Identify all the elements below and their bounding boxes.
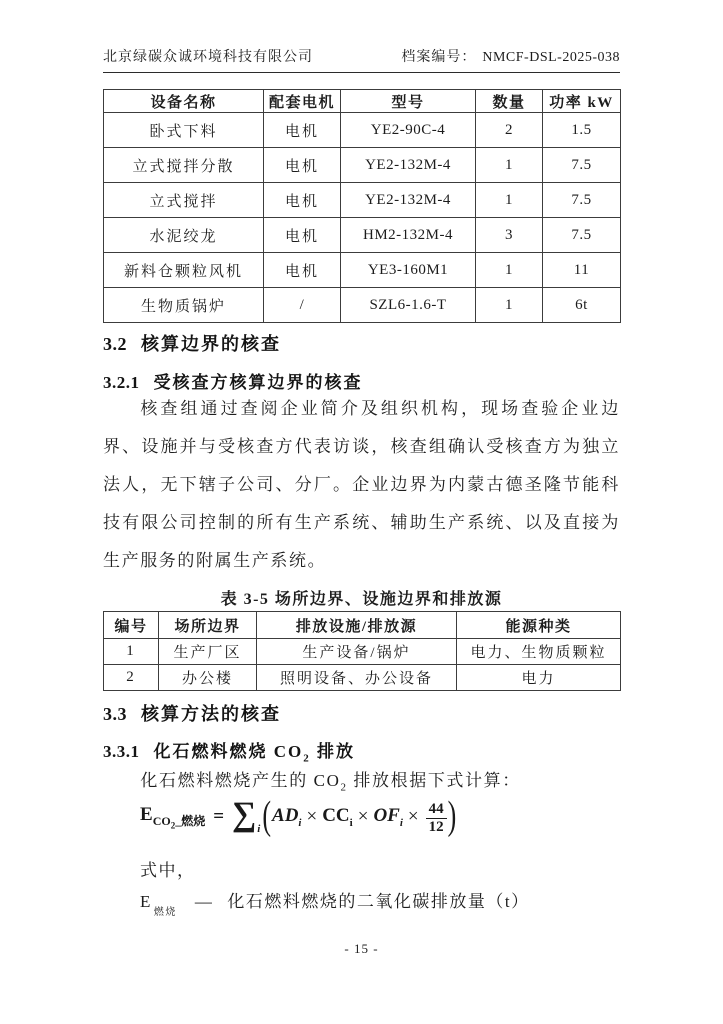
term-carbon-content: $CC_i$ [322,805,353,829]
cell-site-boundary: 生产厂区 [159,639,257,665]
table-row [104,183,621,218]
cell-model: YE2-90C-4 [341,113,476,148]
definition-symbol: $E_{燃烧}$ [140,892,177,919]
table-row [104,639,621,665]
co2-emission-formula [140,792,457,838]
formula-lhs: $E_{CO_2\_燃烧}$ [140,803,206,831]
cell-model: YE2-132M-4 [341,183,476,218]
cell-power: 11 [543,253,621,288]
cell-power: 7.5 [543,148,621,183]
page-number: - 15 - [344,941,379,956]
cell-quantity: 2 [476,113,543,148]
col-header-device-name: 设备名称 [104,90,264,113]
summation-sigma: ∑ [232,796,257,833]
section-title: 核算边界的核查 [141,334,281,354]
cell-device-name: 水泥绞龙 [104,218,264,253]
section-number: 3.2.1 [103,373,140,392]
cell-energy-type: 电力 [457,665,621,691]
equipment-table-header-row [104,90,621,113]
header-file-number [401,49,620,66]
col-header-emission-facility: 排放设施/排放源 [257,612,457,639]
symbol-definition-line [140,887,530,919]
cell-motor: 电机 [264,183,341,218]
boundary-table [103,611,621,691]
cell-site-boundary: 办公楼 [159,665,257,691]
cell-quantity: 1 [476,183,543,218]
cell-quantity: 1 [476,288,543,323]
term-oxidation-factor: $OF_i$ [373,805,403,829]
multiply-sign: × [407,806,419,827]
cell-emission-facility: 照明设备、办公设备 [257,665,457,691]
section-title: 化石燃料燃烧 $CO_2$ 排放 [153,742,355,765]
cell-motor: 电机 [264,218,341,253]
cell-power: 6t [543,288,621,323]
cell-model: YE3-160M1 [341,253,476,288]
equipment-table [103,89,621,323]
multiply-sign: × [306,806,318,827]
cell-device-name: 生物质锅炉 [104,288,264,323]
definition-dash: — [194,892,214,911]
table-row [104,253,621,288]
cell-power: 7.5 [543,218,621,253]
cell-motor: 电机 [264,253,341,288]
table-3-5-caption: 表 3-5 场所边界、设施边界和排放源 [220,591,503,608]
multiply-sign: × [357,806,369,827]
cell-power: 7.5 [543,183,621,218]
open-paren: ( [262,792,272,838]
file-number-value: NMCF-DSL-2025-038 [482,50,620,65]
co2-subscript: 2 [303,752,311,765]
table-row [104,113,621,148]
table-row [104,288,621,323]
col-header-quantity: 数量 [476,90,543,113]
col-header-model: 型号 [341,90,476,113]
table-row [104,665,621,691]
section-number: 3.2 [103,334,127,354]
co2-subscript: 2 [340,781,348,794]
col-header-energy-type: 能源种类 [457,612,621,639]
cell-motor: 电机 [264,148,341,183]
header-company-name: 北京绿碳众诚环境科技有限公司 [103,50,313,65]
file-number-label: 档案编号： [401,50,477,65]
cell-quantity: 1 [476,253,543,288]
definition-text: 化石燃料燃烧的二氧化碳排放量（t） [227,892,530,911]
fraction-44-12: $\frac{44}{12}$ [426,801,447,835]
col-header-power: 功率 kW [543,90,621,113]
cell-emission-facility: 生产设备/锅炉 [257,639,457,665]
cell-index: 2 [104,665,159,691]
cell-quantity: 3 [476,218,543,253]
table-row [104,148,621,183]
cell-device-name: 新料仓颗粒风机 [104,253,264,288]
page-header [103,49,620,73]
equals-sign: = [213,806,225,827]
section-number: 3.3.1 [103,742,140,761]
term-activity-data: $AD_i$ [272,805,302,829]
table-row [104,218,621,253]
section-title: 受核查方核算边界的核查 [153,373,363,392]
formula-intro-line: 化石燃料燃烧产生的 $CO_2$ 排放根据下式计算： [140,771,521,794]
section-3-2-heading [103,330,620,356]
cell-index: 1 [104,639,159,665]
cell-model: HM2-132M-4 [341,218,476,253]
close-paren: ) [447,792,457,838]
cell-motor: 电机 [264,113,341,148]
cell-model: YE2-132M-4 [341,148,476,183]
cell-motor: / [264,288,341,323]
section-number: 3.3 [103,704,127,724]
boundary-table-header-row [104,612,621,639]
cell-power: 1.5 [543,113,621,148]
cell-device-name: 卧式下料 [104,113,264,148]
section-3-3-1-heading [103,737,620,764]
col-header-index: 编号 [104,612,159,639]
section-title: 核算方法的核查 [141,704,281,724]
cell-model: SZL6-1.6-T [341,288,476,323]
col-header-motor: 配套电机 [264,90,341,113]
cell-energy-type: 电力、生物质颗粒 [457,639,621,665]
cell-quantity: 1 [476,148,543,183]
col-header-site-boundary: 场所边界 [159,612,257,639]
where-label: 式中， [140,861,196,880]
cell-device-name: 立式搅拌 [104,183,264,218]
section-3-3-heading [103,700,620,726]
summation-index: i [257,823,261,835]
boundary-verification-paragraph: 核查组通过查阅企业简介及组织机构，现场查验企业边界、设施并与受核查方代表访谈，核查组确认受核查方为独立法人，无下辖子公司、分厂。企业边界为内蒙古德圣隆节能科技有限公司控制的所有生产系统、辅助生产系统、以及直接为生产服务的附属生产系统。 [103,399,620,570]
cell-device-name: 立式搅拌分散 [104,148,264,183]
